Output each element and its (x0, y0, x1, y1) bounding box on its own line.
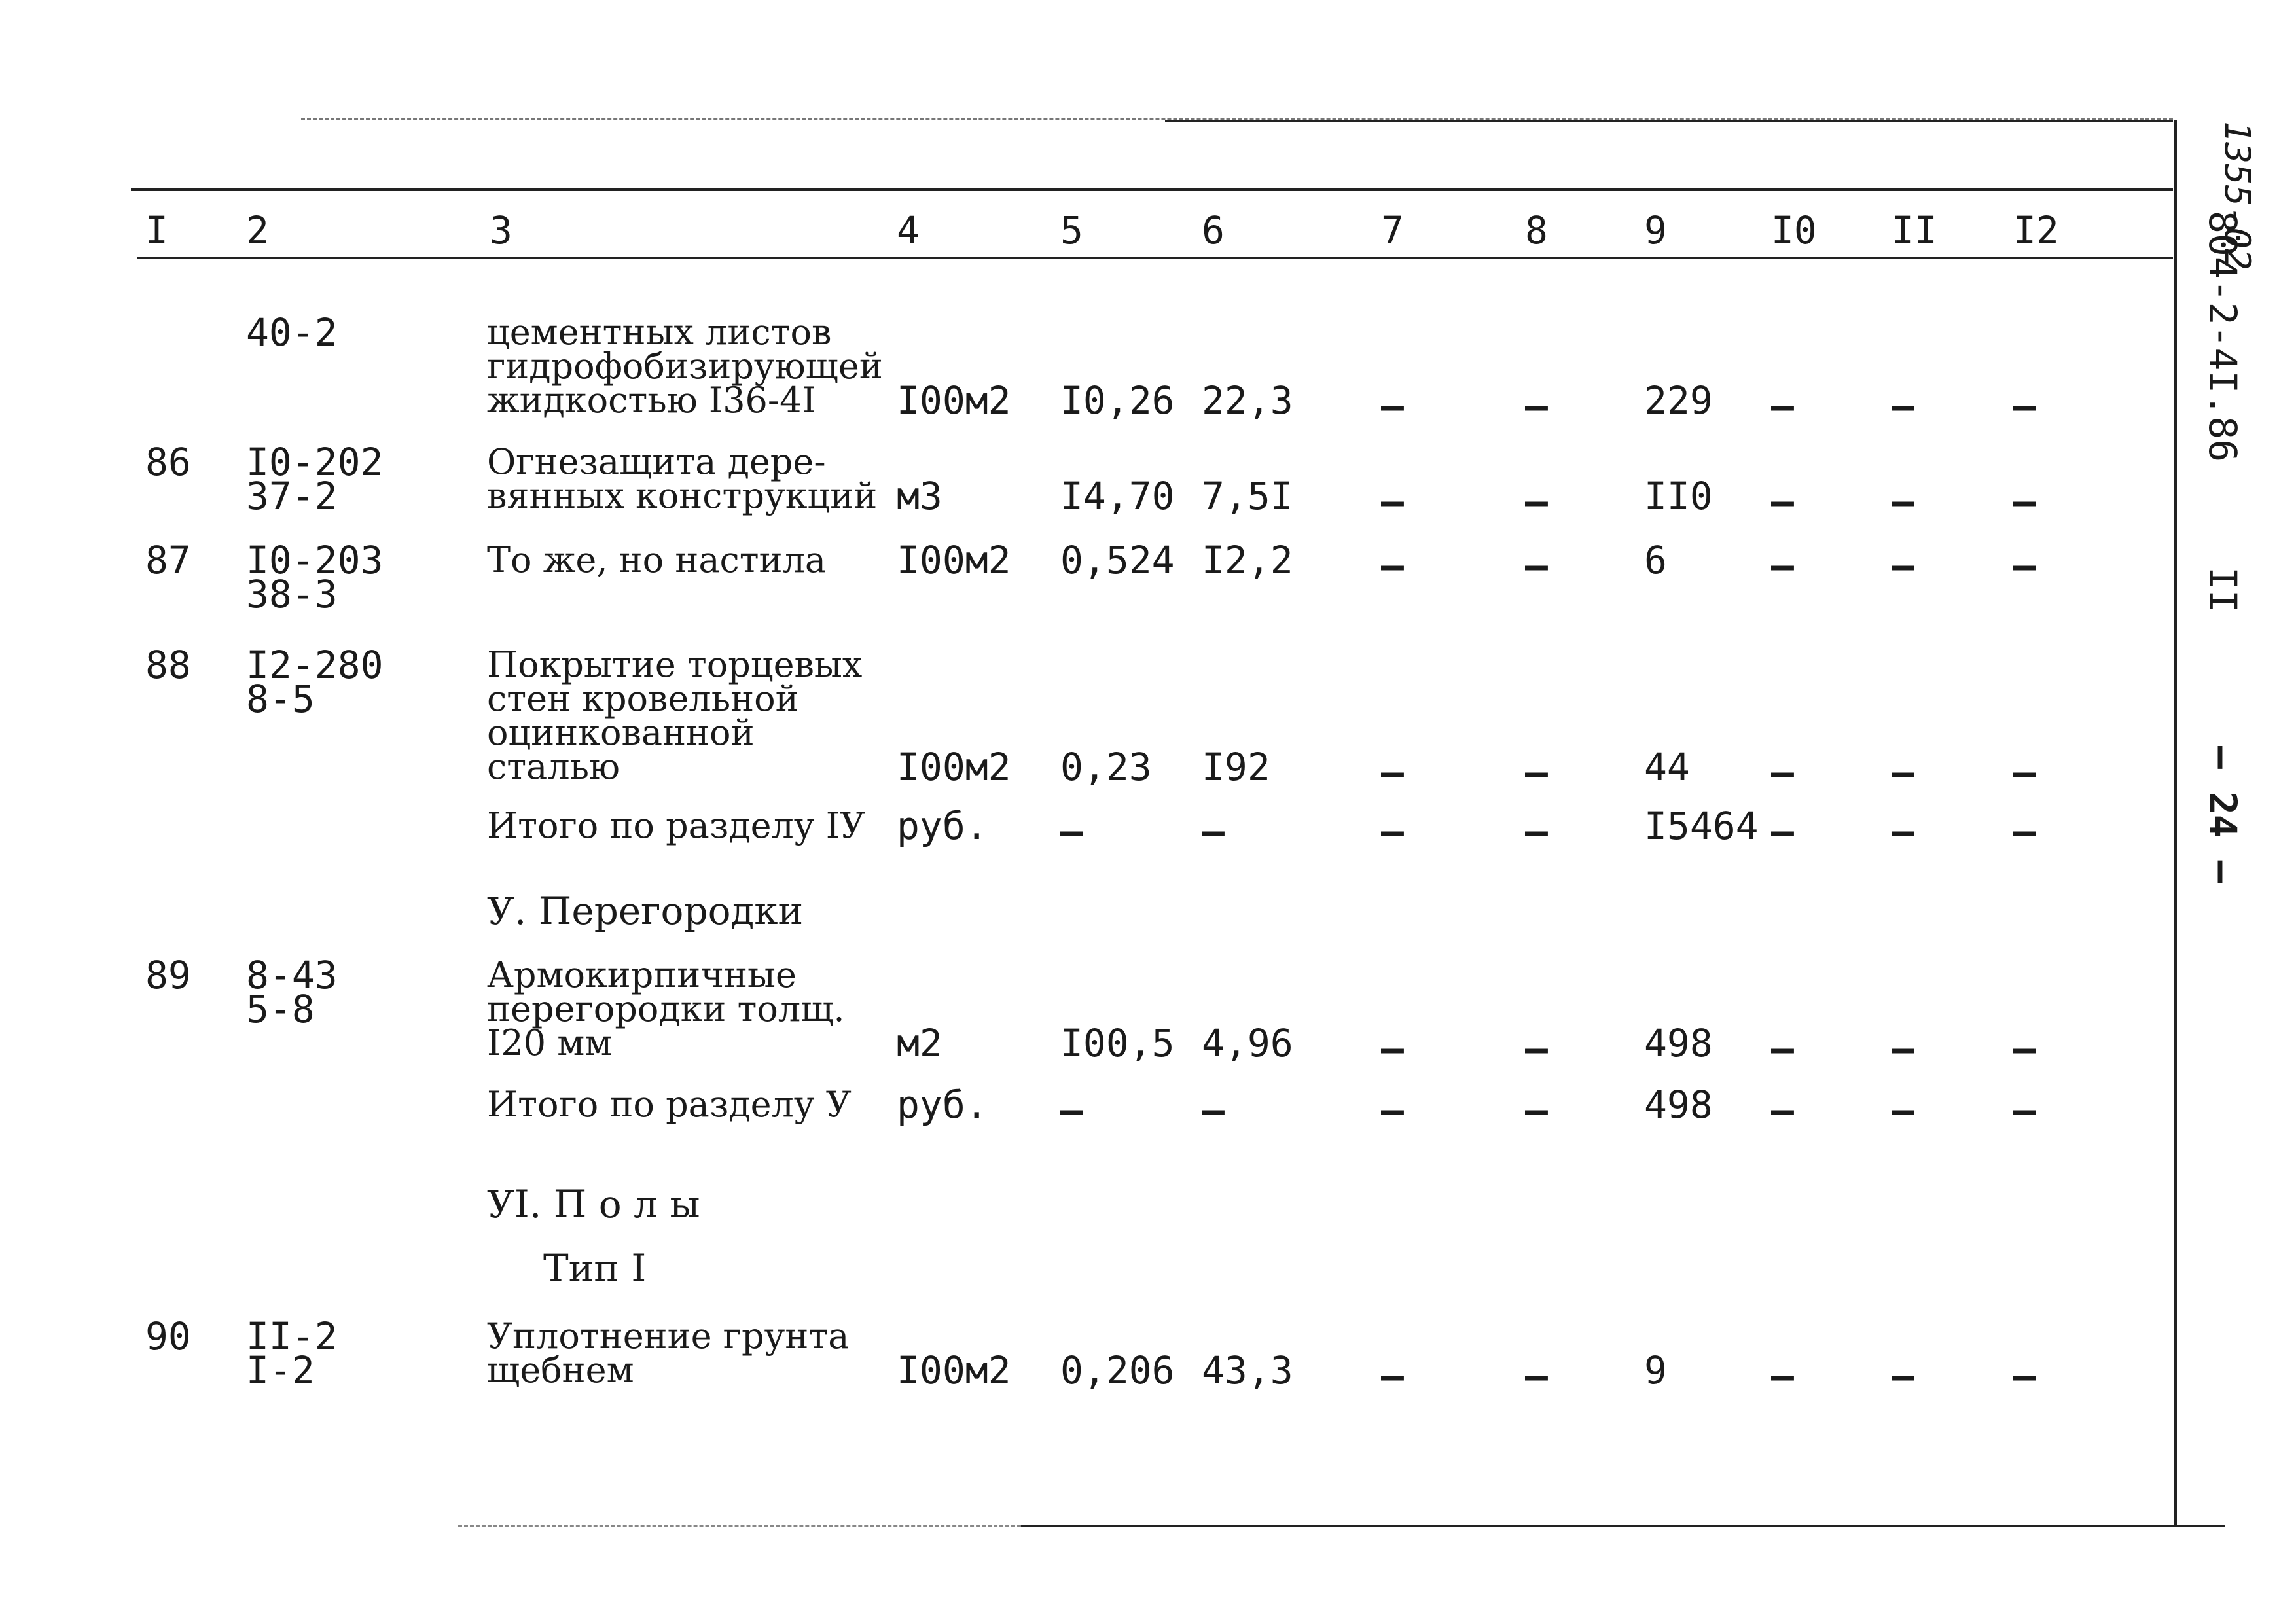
section-title: У. Перегородки (487, 889, 804, 933)
cell-col-11: – (1892, 1353, 1914, 1398)
column-header-7: 7 (1381, 208, 1404, 253)
cell-col-8: – (1525, 1088, 1548, 1132)
cell-col-10: – (1771, 1088, 1794, 1132)
cell-col-6: I92 (1202, 745, 1270, 789)
bottom-dashed-line (458, 1525, 1021, 1527)
cell-col-6: 4,96 (1202, 1021, 1293, 1065)
work-description: Армокирпичные (487, 954, 797, 995)
side-page-number: — 24 — (2200, 746, 2245, 883)
rate-code: 5-8 (246, 987, 315, 1031)
cell-col-10: – (1771, 809, 1794, 853)
work-description: цементных листов (487, 312, 832, 353)
cell-col-12: – (2013, 1353, 2036, 1398)
cell-col-8: – (1525, 750, 1548, 794)
work-description: жидкостью I36-4I (487, 380, 816, 421)
work-description: сталью (487, 746, 620, 787)
rate-code: 38-3 (246, 572, 338, 616)
column-header-2: 2 (246, 208, 269, 253)
column-header-10: I0 (1771, 208, 1817, 253)
cell-col-11: – (1892, 1026, 1914, 1071)
work-description: То же, но настила (487, 539, 827, 580)
cell-col-11: – (1892, 383, 1914, 428)
rate-code: I2-280 (246, 643, 384, 687)
column-header-1: I (145, 208, 168, 253)
cell-col-8: – (1525, 1353, 1548, 1398)
cell-col-7: – (1381, 543, 1404, 588)
cell-col-4: руб. (897, 1082, 988, 1127)
cell-col-12: – (2013, 809, 2036, 853)
rate-code: I0-202 (246, 440, 384, 484)
cell-col-9: 9 (1644, 1348, 1667, 1393)
cell-col-11: – (1892, 479, 1914, 524)
work-description: Уплотнение грунта (487, 1315, 850, 1357)
work-description: Итого по разделу У (487, 1084, 852, 1125)
cell-col-10: – (1771, 1353, 1794, 1398)
cell-col-12: – (2013, 383, 2036, 428)
rate-code: II-2 (246, 1314, 338, 1359)
cell-col-10: – (1771, 383, 1794, 428)
work-description: I20 мм (487, 1022, 613, 1063)
cell-col-9: II0 (1644, 474, 1713, 518)
side-roman: II (2200, 567, 2245, 613)
right-top-rule (1165, 120, 2173, 122)
cell-col-4: руб. (897, 804, 988, 848)
header-top-rule (131, 188, 2173, 191)
cell-col-10: – (1771, 543, 1794, 588)
column-header-4: 4 (897, 208, 920, 253)
work-description: оцинкованной (487, 712, 755, 753)
cell-col-4: I00м2 (897, 538, 1011, 582)
rate-code: I-2 (246, 1348, 315, 1393)
cell-col-5: – (1060, 1088, 1083, 1132)
cell-col-4: м2 (897, 1021, 942, 1065)
column-header-11: II (1892, 208, 1937, 253)
header-bottom-rule (137, 257, 2173, 259)
cell-col-6: 43,3 (1202, 1348, 1293, 1393)
column-header-8: 8 (1525, 208, 1548, 253)
cell-col-9: 44 (1644, 745, 1690, 789)
cell-col-8: – (1525, 1026, 1548, 1071)
work-description: Покрытие торцевых (487, 644, 863, 685)
row-number: 87 (145, 538, 191, 582)
work-description: вянных конструкций (487, 475, 878, 516)
column-header-3: 3 (490, 208, 512, 253)
row-number: 86 (145, 440, 191, 484)
rate-code: 8-5 (246, 677, 315, 721)
cell-col-12: – (2013, 1026, 2036, 1071)
cell-col-6: – (1202, 809, 1225, 853)
column-header-6: 6 (1202, 208, 1225, 253)
cell-col-7: – (1381, 809, 1404, 853)
cell-col-6: I2,2 (1202, 538, 1293, 582)
bottom-rule (1021, 1525, 2225, 1527)
work-description: Огнезащита дере- (487, 441, 826, 482)
cell-col-4: I00м2 (897, 1348, 1011, 1393)
cell-col-12: – (2013, 543, 2036, 588)
cell-col-4: I00м2 (897, 745, 1011, 789)
cell-col-5: 0,206 (1060, 1348, 1175, 1393)
cell-col-7: – (1381, 479, 1404, 524)
column-header-9: 9 (1644, 208, 1667, 253)
subsection-title: Тип I (543, 1246, 647, 1291)
rate-code: I0-203 (246, 538, 384, 582)
cell-col-10: – (1771, 1026, 1794, 1071)
cell-col-12: – (2013, 479, 2036, 524)
work-description: Итого по разделу IУ (487, 805, 866, 846)
cell-col-11: – (1892, 750, 1914, 794)
rate-code: 37-2 (246, 474, 338, 518)
rate-code: 8-43 (246, 953, 338, 997)
cell-col-5: I4,70 (1060, 474, 1175, 518)
cell-col-11: – (1892, 543, 1914, 588)
section-title: УI. П о л ы (487, 1182, 700, 1226)
cell-col-5: 0,23 (1060, 745, 1152, 789)
column-header-5: 5 (1060, 208, 1083, 253)
cell-col-4: м3 (897, 474, 942, 518)
cell-col-9: I5464 (1644, 804, 1759, 848)
rate-code: 40-2 (246, 310, 338, 355)
cell-col-5: – (1060, 809, 1083, 853)
cell-col-7: – (1381, 1026, 1404, 1071)
cell-col-4: I00м2 (897, 378, 1011, 423)
cell-col-9: 498 (1644, 1021, 1713, 1065)
row-number: 90 (145, 1314, 191, 1359)
cell-col-6: 7,5I (1202, 474, 1293, 518)
side-code-main: 804-2-4I.86 (2200, 211, 2245, 463)
cell-col-7: – (1381, 1088, 1404, 1132)
work-description: щебнем (487, 1349, 634, 1391)
top-scan-line (301, 118, 2173, 120)
work-description: стен кровельной (487, 678, 799, 719)
right-frame-line (2174, 120, 2177, 1527)
cell-col-8: – (1525, 543, 1548, 588)
cell-col-7: – (1381, 1353, 1404, 1398)
cell-col-5: 0,524 (1060, 538, 1175, 582)
cell-col-10: – (1771, 479, 1794, 524)
cell-col-8: – (1525, 383, 1548, 428)
side-code-top: 1355-02 (2217, 121, 2258, 270)
cell-col-8: – (1525, 809, 1548, 853)
cell-col-6: 22,3 (1202, 378, 1293, 423)
cell-col-6: – (1202, 1088, 1225, 1132)
column-header-12: I2 (2013, 208, 2059, 253)
cell-col-9: 229 (1644, 378, 1713, 423)
row-number: 89 (145, 953, 191, 997)
cell-col-11: – (1892, 1088, 1914, 1132)
cell-col-9: 6 (1644, 538, 1667, 582)
cell-col-11: – (1892, 809, 1914, 853)
work-description: перегородки толщ. (487, 988, 845, 1029)
row-number: 88 (145, 643, 191, 687)
cell-col-12: – (2013, 750, 2036, 794)
cell-col-8: – (1525, 479, 1548, 524)
cell-col-9: 498 (1644, 1082, 1713, 1127)
cell-col-12: – (2013, 1088, 2036, 1132)
cell-col-7: – (1381, 750, 1404, 794)
work-description: гидрофобизирующей (487, 346, 883, 387)
cell-col-7: – (1381, 383, 1404, 428)
cell-col-5: I0,26 (1060, 378, 1175, 423)
cell-col-5: I00,5 (1060, 1021, 1175, 1065)
cell-col-10: – (1771, 750, 1794, 794)
